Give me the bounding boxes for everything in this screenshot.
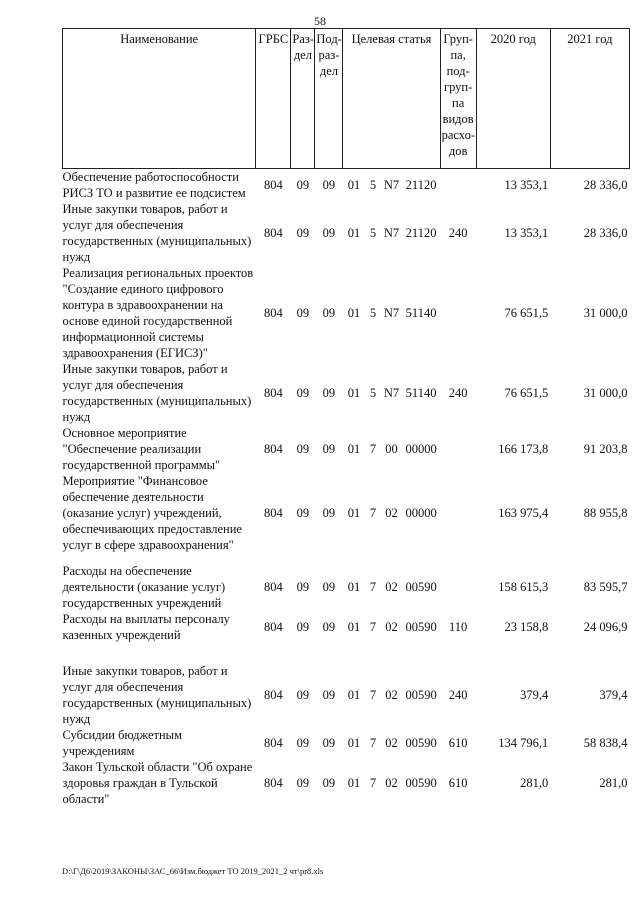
row-razdel: 09 <box>296 178 310 192</box>
table-row <box>63 361 630 425</box>
row-vid <box>440 473 476 553</box>
row-name: Расходы на обеспечение деятельности (оказание услуг) государственных учреждений <box>62 564 226 610</box>
row-target-2: 7 <box>369 442 377 456</box>
row-target-3: 02 <box>385 620 398 634</box>
row-target-2: 7 <box>369 688 377 702</box>
row-target-3: 02 <box>385 776 398 790</box>
row-target-3: 02 <box>385 688 398 702</box>
row-vid <box>440 169 476 202</box>
row-2021: 91 203,8 <box>583 442 628 456</box>
row-grbs: 804 <box>263 620 283 634</box>
row-target-4: 00000 <box>405 442 437 456</box>
row-podrazdel: 09 <box>322 688 336 702</box>
row-podrazdel: 09 <box>322 620 336 634</box>
row-target-2: 5 <box>369 226 377 240</box>
row-podrazdel: 09 <box>322 442 336 456</box>
row-2021: 379,4 <box>599 688 628 702</box>
row-podrazdel: 09 <box>322 736 336 750</box>
row-podrazdel: 09 <box>322 306 336 320</box>
row-podrazdel: 09 <box>322 178 336 192</box>
row-target-4: 00000 <box>405 506 437 520</box>
row-vid: 610 <box>448 736 468 750</box>
row-target-2: 7 <box>369 620 377 634</box>
header-razdel: Раз-дел <box>291 29 315 169</box>
row-razdel: 09 <box>296 776 310 790</box>
row-grbs: 804 <box>263 580 283 594</box>
row-2020: 13 353,1 <box>504 226 549 240</box>
row-2021: 24 096,9 <box>583 620 628 634</box>
row-vid <box>440 425 476 473</box>
spacer-cell <box>63 553 630 563</box>
row-podrazdel: 09 <box>322 506 336 520</box>
row-razdel: 09 <box>296 688 310 702</box>
row-grbs: 804 <box>263 506 283 520</box>
row-name: Субсидии бюджетным учреждениям <box>62 728 182 758</box>
table-body <box>63 169 630 808</box>
row-name: Закон Тульской области "Об охране здоровья граждан в Тульской области" <box>62 760 253 806</box>
row-target-1: 01 <box>347 620 361 634</box>
row-target-4: 00590 <box>405 620 437 634</box>
row-vid <box>440 563 476 611</box>
row-target-4: 21120 <box>405 178 437 192</box>
row-2020: 76 651,5 <box>504 386 549 400</box>
row-target-3: N7 <box>383 306 400 320</box>
row-2021: 28 336,0 <box>583 178 628 192</box>
row-target-2: 7 <box>369 736 377 750</box>
row-razdel: 09 <box>296 442 310 456</box>
file-path-footer: D:\Г\Д6\2019\ЗАКОНЫ\ЗАС_66\Изм.бюджет ТО 2019_2021_2 чт\pr8.xls <box>62 866 324 876</box>
row-2020: 281,0 <box>520 776 549 790</box>
row-name: Реализация региональных проектов "Создание единого цифрового контура в здравоохранении на основе единой государственной информационной системы здравоохранения (ЕГИСЗ)" <box>62 266 254 360</box>
row-2021: 83 595,7 <box>583 580 628 594</box>
row-razdel: 09 <box>296 226 310 240</box>
row-target-1: 01 <box>347 506 361 520</box>
row-2020: 158 615,3 <box>498 580 549 594</box>
row-grbs: 804 <box>263 688 283 702</box>
row-grbs: 804 <box>263 226 283 240</box>
row-vid: 110 <box>448 620 468 634</box>
row-vid: 240 <box>448 688 468 702</box>
row-2020: 134 796,1 <box>498 736 549 750</box>
header-2020: 2020 год <box>476 29 550 169</box>
row-podrazdel: 09 <box>322 580 336 594</box>
row-target-3: N7 <box>383 386 400 400</box>
row-grbs: 804 <box>263 736 283 750</box>
row-2021: 31 000,0 <box>583 306 628 320</box>
row-grbs: 804 <box>263 306 283 320</box>
table-row <box>63 759 630 807</box>
row-name: Обеспечение работоспособности РИСЗ ТО и развитие ее подсистем <box>62 170 246 200</box>
table-row <box>63 727 630 759</box>
table-row <box>63 563 630 611</box>
table-row <box>63 201 630 265</box>
header-vid: Груп-па, под-груп-па видов расхо-дов <box>440 29 476 169</box>
row-target-1: 01 <box>347 306 361 320</box>
row-target-3: 02 <box>385 506 398 520</box>
row-target-4: 00590 <box>405 580 437 594</box>
row-2021: 281,0 <box>599 776 628 790</box>
row-2020: 23 158,8 <box>504 620 549 634</box>
table-row <box>63 265 630 361</box>
row-target-4: 00590 <box>405 776 437 790</box>
row-name: Расходы на выплаты персоналу казенных учреждений <box>62 612 230 642</box>
row-podrazdel: 09 <box>322 226 336 240</box>
row-grbs: 804 <box>263 386 283 400</box>
row-2020: 163 975,4 <box>498 506 549 520</box>
header-2021: 2021 год <box>550 29 629 169</box>
table-row <box>63 425 630 473</box>
row-target-3: N7 <box>383 178 400 192</box>
row-target-1: 01 <box>347 178 361 192</box>
row-grbs: 804 <box>263 178 283 192</box>
row-name: Основное мероприятие "Обеспечение реализации государственной программы" <box>62 426 221 472</box>
header-name: Наименование <box>63 29 256 169</box>
page-number: 58 <box>314 14 326 28</box>
row-target-2: 7 <box>369 506 377 520</box>
row-target-4: 51140 <box>405 306 437 320</box>
row-target-2: 7 <box>369 580 377 594</box>
row-target-3: N7 <box>383 226 400 240</box>
row-target-3: 00 <box>385 442 398 456</box>
row-razdel: 09 <box>296 306 310 320</box>
row-2020: 166 173,8 <box>498 442 549 456</box>
row-name: Иные закупки товаров, работ и услуг для обеспечения государственных (муниципальных) нужд <box>62 202 252 264</box>
row-2021: 28 336,0 <box>583 226 628 240</box>
row-2021: 31 000,0 <box>583 386 628 400</box>
row-target-1: 01 <box>347 688 361 702</box>
row-razdel: 09 <box>296 736 310 750</box>
row-target-1: 01 <box>347 226 361 240</box>
row-2020: 76 651,5 <box>504 306 549 320</box>
row-grbs: 804 <box>263 776 283 790</box>
row-name: Мероприятие "Финансовое обеспечение деятельности (оказание услуг) учреждений, обеспечивающих предоставление услуг в сфере здравоохранения" <box>62 474 242 552</box>
row-target-4: 51140 <box>405 386 437 400</box>
row-name: Иные закупки товаров, работ и услуг для обеспечения государственных (муниципальных) нужд <box>62 362 252 424</box>
table-row <box>63 169 630 202</box>
row-vid: 610 <box>448 776 468 790</box>
row-2021: 88 955,8 <box>583 506 628 520</box>
row-vid: 240 <box>448 226 468 240</box>
table-header <box>63 29 630 169</box>
row-2020: 379,4 <box>520 688 549 702</box>
table-row <box>63 663 630 727</box>
row-podrazdel: 09 <box>322 776 336 790</box>
header-grbs: ГРБС <box>256 29 291 169</box>
row-spacer <box>63 553 630 563</box>
header-podrazdel: Под-раз-дел <box>315 29 343 169</box>
table-row <box>63 611 630 643</box>
spacer-cell <box>63 643 630 663</box>
row-2021: 58 838,4 <box>583 736 628 750</box>
row-razdel: 09 <box>296 386 310 400</box>
row-target-3: 02 <box>385 580 398 594</box>
row-target-2: 7 <box>369 776 377 790</box>
row-target-2: 5 <box>369 178 377 192</box>
row-target-2: 5 <box>369 306 377 320</box>
row-grbs: 804 <box>263 442 283 456</box>
row-target-4: 00590 <box>405 736 437 750</box>
table-row <box>63 473 630 553</box>
row-target-1: 01 <box>347 386 361 400</box>
row-target-2: 5 <box>369 386 377 400</box>
row-vid <box>440 265 476 361</box>
row-target-1: 01 <box>347 776 361 790</box>
row-target-1: 01 <box>347 442 361 456</box>
row-2020: 13 353,1 <box>504 178 549 192</box>
row-target-4: 21120 <box>405 226 437 240</box>
budget-table <box>62 28 630 807</box>
row-name: Иные закупки товаров, работ и услуг для обеспечения государственных (муниципальных) нужд <box>62 664 252 726</box>
row-razdel: 09 <box>296 580 310 594</box>
row-target-4: 00590 <box>405 688 437 702</box>
row-razdel: 09 <box>296 620 310 634</box>
row-podrazdel: 09 <box>322 386 336 400</box>
header-target: Целевая статья <box>343 29 440 169</box>
row-target-1: 01 <box>347 580 361 594</box>
row-target-3: 02 <box>385 736 398 750</box>
row-razdel: 09 <box>296 506 310 520</box>
row-spacer <box>63 643 630 663</box>
row-target-1: 01 <box>347 736 361 750</box>
row-vid: 240 <box>448 386 468 400</box>
